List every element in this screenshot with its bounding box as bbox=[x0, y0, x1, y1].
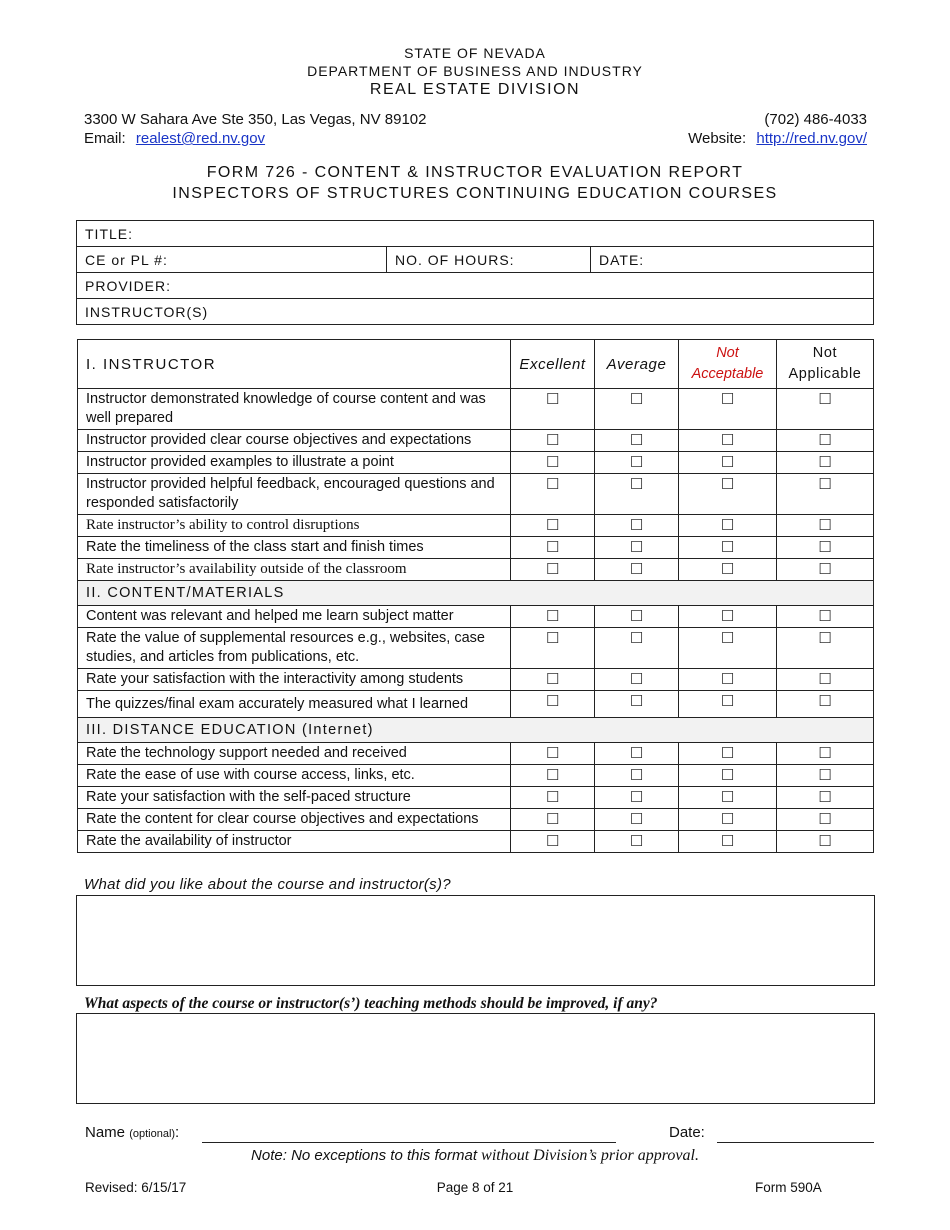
checkbox-average[interactable]: ☐ bbox=[595, 474, 679, 515]
checkbox-average[interactable]: ☐ bbox=[595, 765, 679, 787]
question-text: Instructor demonstrated knowledge of course content and was well prepared bbox=[78, 389, 511, 430]
section-content-heading-title: II. CONTENT/MATERIALS bbox=[78, 581, 874, 606]
section-distance-heading bbox=[78, 718, 874, 743]
checkbox-average[interactable]: ☐ bbox=[595, 515, 679, 537]
form-title-line2: INSPECTORS OF STRUCTURES CONTINUING EDUCATION COURSES bbox=[172, 185, 778, 202]
question-row bbox=[78, 606, 874, 628]
evaluation-table bbox=[77, 339, 874, 853]
checkbox-not-applicable[interactable]: ☐ bbox=[776, 691, 873, 718]
email-label: Email: bbox=[84, 130, 126, 147]
checkbox-average[interactable]: ☐ bbox=[595, 831, 679, 853]
checkbox-not-acceptable[interactable]: ☐ bbox=[679, 474, 777, 515]
question-text: Rate the value of supplemental resources e.g., websites, case studies, and articles from publications, etc. bbox=[78, 628, 511, 669]
checkbox-average[interactable]: ☐ bbox=[595, 669, 679, 691]
checkbox-not-applicable[interactable]: ☐ bbox=[776, 559, 873, 581]
checkbox-not-applicable[interactable]: ☐ bbox=[776, 628, 873, 669]
date-field[interactable]: DATE: bbox=[591, 247, 874, 273]
col-excellent: Excellent bbox=[511, 340, 595, 389]
question-row bbox=[78, 743, 874, 765]
checkbox-excellent[interactable]: ☐ bbox=[511, 787, 595, 809]
checkbox-excellent[interactable]: ☐ bbox=[511, 669, 595, 691]
checkbox-not-acceptable[interactable]: ☐ bbox=[679, 809, 777, 831]
name-label bbox=[85, 1124, 179, 1141]
checkbox-average[interactable]: ☐ bbox=[595, 809, 679, 831]
form-title-line1: FORM 726 - CONTENT & INSTRUCTOR EVALUATION REPORT bbox=[206, 164, 744, 181]
note-part2: without Division’s prior approval. bbox=[481, 1147, 699, 1164]
name-input-line[interactable] bbox=[202, 1142, 616, 1143]
checkbox-excellent[interactable]: ☐ bbox=[511, 474, 595, 515]
checkbox-excellent[interactable]: ☐ bbox=[511, 430, 595, 452]
question-row bbox=[78, 787, 874, 809]
col-not-applicable bbox=[776, 340, 873, 389]
website-row bbox=[688, 130, 867, 147]
checkbox-not-applicable[interactable]: ☐ bbox=[776, 537, 873, 559]
address: 3300 W Sahara Ave Ste 350, Las Vegas, NV 89102 bbox=[84, 111, 427, 128]
footer-page: Page 8 of 21 bbox=[436, 1180, 514, 1195]
checkbox-not-applicable[interactable]: ☐ bbox=[776, 809, 873, 831]
footer-form: Form 590A bbox=[755, 1180, 822, 1195]
question-row bbox=[78, 452, 874, 474]
checkbox-excellent[interactable]: ☐ bbox=[511, 606, 595, 628]
checkbox-excellent[interactable]: ☐ bbox=[511, 809, 595, 831]
improve-response-box[interactable] bbox=[76, 1013, 875, 1104]
question-row bbox=[78, 691, 874, 718]
agency-department: DEPARTMENT OF BUSINESS AND INDUSTRY bbox=[307, 63, 643, 79]
checkbox-excellent[interactable]: ☐ bbox=[511, 628, 595, 669]
checkbox-not-applicable[interactable]: ☐ bbox=[776, 389, 873, 430]
section-distance-heading-title: III. DISTANCE EDUCATION (Internet) bbox=[78, 718, 874, 743]
checkbox-not-acceptable[interactable]: ☐ bbox=[679, 389, 777, 430]
question-text: Rate instructor’s ability to control disruptions bbox=[78, 515, 511, 537]
checkbox-not-acceptable[interactable]: ☐ bbox=[679, 831, 777, 853]
name-label-text: Name bbox=[85, 1124, 126, 1141]
checkbox-average[interactable]: ☐ bbox=[595, 430, 679, 452]
checkbox-not-acceptable[interactable]: ☐ bbox=[679, 743, 777, 765]
checkbox-not-applicable[interactable]: ☐ bbox=[776, 515, 873, 537]
checkbox-not-applicable[interactable]: ☐ bbox=[776, 669, 873, 691]
checkbox-excellent[interactable]: ☐ bbox=[511, 389, 595, 430]
checkbox-excellent[interactable]: ☐ bbox=[511, 691, 595, 718]
question-row bbox=[78, 430, 874, 452]
checkbox-not-acceptable[interactable]: ☐ bbox=[679, 430, 777, 452]
question-row bbox=[78, 537, 874, 559]
checkbox-not-acceptable[interactable]: ☐ bbox=[679, 452, 777, 474]
ce-pl-field[interactable]: CE or PL #: bbox=[77, 247, 387, 273]
checkbox-not-applicable[interactable]: ☐ bbox=[776, 743, 873, 765]
liked-response-box[interactable] bbox=[76, 895, 875, 986]
question-row bbox=[78, 474, 874, 515]
checkbox-average[interactable]: ☐ bbox=[595, 743, 679, 765]
checkbox-average[interactable]: ☐ bbox=[595, 537, 679, 559]
question-row bbox=[78, 389, 874, 430]
footer-revised: Revised: 6/15/17 bbox=[85, 1180, 187, 1195]
question-text: Rate the technology support needed and received bbox=[78, 743, 511, 765]
checkbox-not-acceptable[interactable]: ☐ bbox=[679, 537, 777, 559]
question-row bbox=[78, 809, 874, 831]
question-text: Content was relevant and helped me learn subject matter bbox=[78, 606, 511, 628]
checkbox-excellent[interactable]: ☐ bbox=[511, 452, 595, 474]
website-link[interactable]: http://red.nv.gov/ bbox=[756, 130, 867, 147]
email-row bbox=[84, 130, 265, 147]
section-instructor-heading: I. INSTRUCTOR bbox=[78, 340, 511, 389]
instructors-field[interactable]: INSTRUCTOR(S) bbox=[77, 299, 874, 325]
checkbox-average[interactable]: ☐ bbox=[595, 452, 679, 474]
note-part1: Note: No exceptions to this format bbox=[251, 1147, 477, 1164]
question-row bbox=[78, 831, 874, 853]
checkbox-excellent[interactable]: ☐ bbox=[511, 559, 595, 581]
question-text: Instructor provided helpful feedback, encouraged questions and responded satisfactorily bbox=[78, 474, 511, 515]
agency-division: REAL ESTATE DIVISION bbox=[369, 81, 581, 98]
checkbox-not-applicable[interactable]: ☐ bbox=[776, 787, 873, 809]
question-text: Rate the timeliness of the class start and finish times bbox=[78, 537, 511, 559]
checkbox-average[interactable]: ☐ bbox=[595, 606, 679, 628]
question-row bbox=[78, 628, 874, 669]
col-not-acceptable bbox=[679, 340, 777, 389]
question-text: Rate the availability of instructor bbox=[78, 831, 511, 853]
name-colon: : bbox=[175, 1124, 180, 1141]
date-label: Date: bbox=[669, 1124, 705, 1141]
hours-field[interactable]: NO. OF HOURS: bbox=[387, 247, 591, 273]
course-info-table bbox=[76, 220, 874, 325]
checkbox-not-applicable[interactable]: ☐ bbox=[776, 765, 873, 787]
checkbox-not-applicable[interactable]: ☐ bbox=[776, 606, 873, 628]
checkbox-excellent[interactable]: ☐ bbox=[511, 765, 595, 787]
checkbox-not-applicable[interactable]: ☐ bbox=[776, 430, 873, 452]
question-row bbox=[78, 515, 874, 537]
checkbox-not-applicable[interactable]: ☐ bbox=[776, 452, 873, 474]
checkbox-not-acceptable[interactable]: ☐ bbox=[679, 765, 777, 787]
checkbox-not-acceptable[interactable]: ☐ bbox=[679, 559, 777, 581]
checkbox-not-acceptable[interactable]: ☐ bbox=[679, 515, 777, 537]
checkbox-not-applicable[interactable]: ☐ bbox=[776, 474, 873, 515]
name-optional: (optional) bbox=[129, 1128, 176, 1140]
col-average: Average bbox=[595, 340, 679, 389]
checkbox-not-acceptable[interactable]: ☐ bbox=[679, 787, 777, 809]
col-not-acceptable-line1: Not bbox=[716, 345, 739, 361]
phone: (702) 486-4033 bbox=[764, 111, 867, 128]
checkbox-average[interactable]: ☐ bbox=[595, 787, 679, 809]
question-text: Rate the ease of use with course access, links, etc. bbox=[78, 765, 511, 787]
improve-prompt: What aspects of the course or instructor(s’) teaching methods should be improved, if any? bbox=[84, 995, 658, 1012]
question-row bbox=[78, 559, 874, 581]
email-link[interactable]: realest@red.nv.gov bbox=[135, 130, 266, 147]
col-not-applicable-line2: Applicable bbox=[788, 366, 862, 382]
checkbox-not-acceptable[interactable]: ☐ bbox=[679, 606, 777, 628]
col-not-acceptable-line2: Acceptable bbox=[691, 366, 764, 382]
question-row bbox=[78, 669, 874, 691]
section-content-heading bbox=[78, 581, 874, 606]
checkbox-average[interactable]: ☐ bbox=[595, 559, 679, 581]
title-field[interactable]: TITLE: bbox=[77, 221, 874, 247]
provider-field[interactable]: PROVIDER: bbox=[77, 273, 874, 299]
question-text: Rate the content for clear course objectives and expectations bbox=[78, 809, 511, 831]
checkbox-not-acceptable[interactable]: ☐ bbox=[679, 628, 777, 669]
question-text: Rate instructor’s availability outside of the classroom bbox=[78, 559, 511, 581]
question-text: Rate your satisfaction with the interactivity among students bbox=[78, 669, 511, 691]
question-text: Rate your satisfaction with the self-paced structure bbox=[78, 787, 511, 809]
checkbox-excellent[interactable]: ☐ bbox=[511, 515, 595, 537]
checkbox-not-acceptable[interactable]: ☐ bbox=[679, 669, 777, 691]
checkbox-average[interactable]: ☐ bbox=[595, 628, 679, 669]
date-input-line[interactable] bbox=[717, 1142, 874, 1143]
checkbox-average[interactable]: ☐ bbox=[595, 389, 679, 430]
liked-prompt: What did you like about the course and instructor(s)? bbox=[84, 876, 451, 893]
question-row bbox=[78, 765, 874, 787]
checkbox-not-applicable[interactable]: ☐ bbox=[776, 831, 873, 853]
checkbox-excellent[interactable]: ☐ bbox=[511, 831, 595, 853]
question-text: Instructor provided clear course objectives and expectations bbox=[78, 430, 511, 452]
checkbox-average[interactable]: ☐ bbox=[595, 691, 679, 718]
checkbox-excellent[interactable]: ☐ bbox=[511, 743, 595, 765]
website-label: Website: bbox=[688, 130, 747, 147]
note bbox=[0, 1147, 950, 1165]
question-text: The quizzes/final exam accurately measured what I learned bbox=[78, 691, 511, 718]
checkbox-not-acceptable[interactable]: ☐ bbox=[679, 691, 777, 718]
col-not-applicable-line1: Not bbox=[812, 345, 838, 361]
agency-state: STATE OF NEVADA bbox=[404, 45, 546, 61]
checkbox-excellent[interactable]: ☐ bbox=[511, 537, 595, 559]
question-text: Instructor provided examples to illustrate a point bbox=[78, 452, 511, 474]
